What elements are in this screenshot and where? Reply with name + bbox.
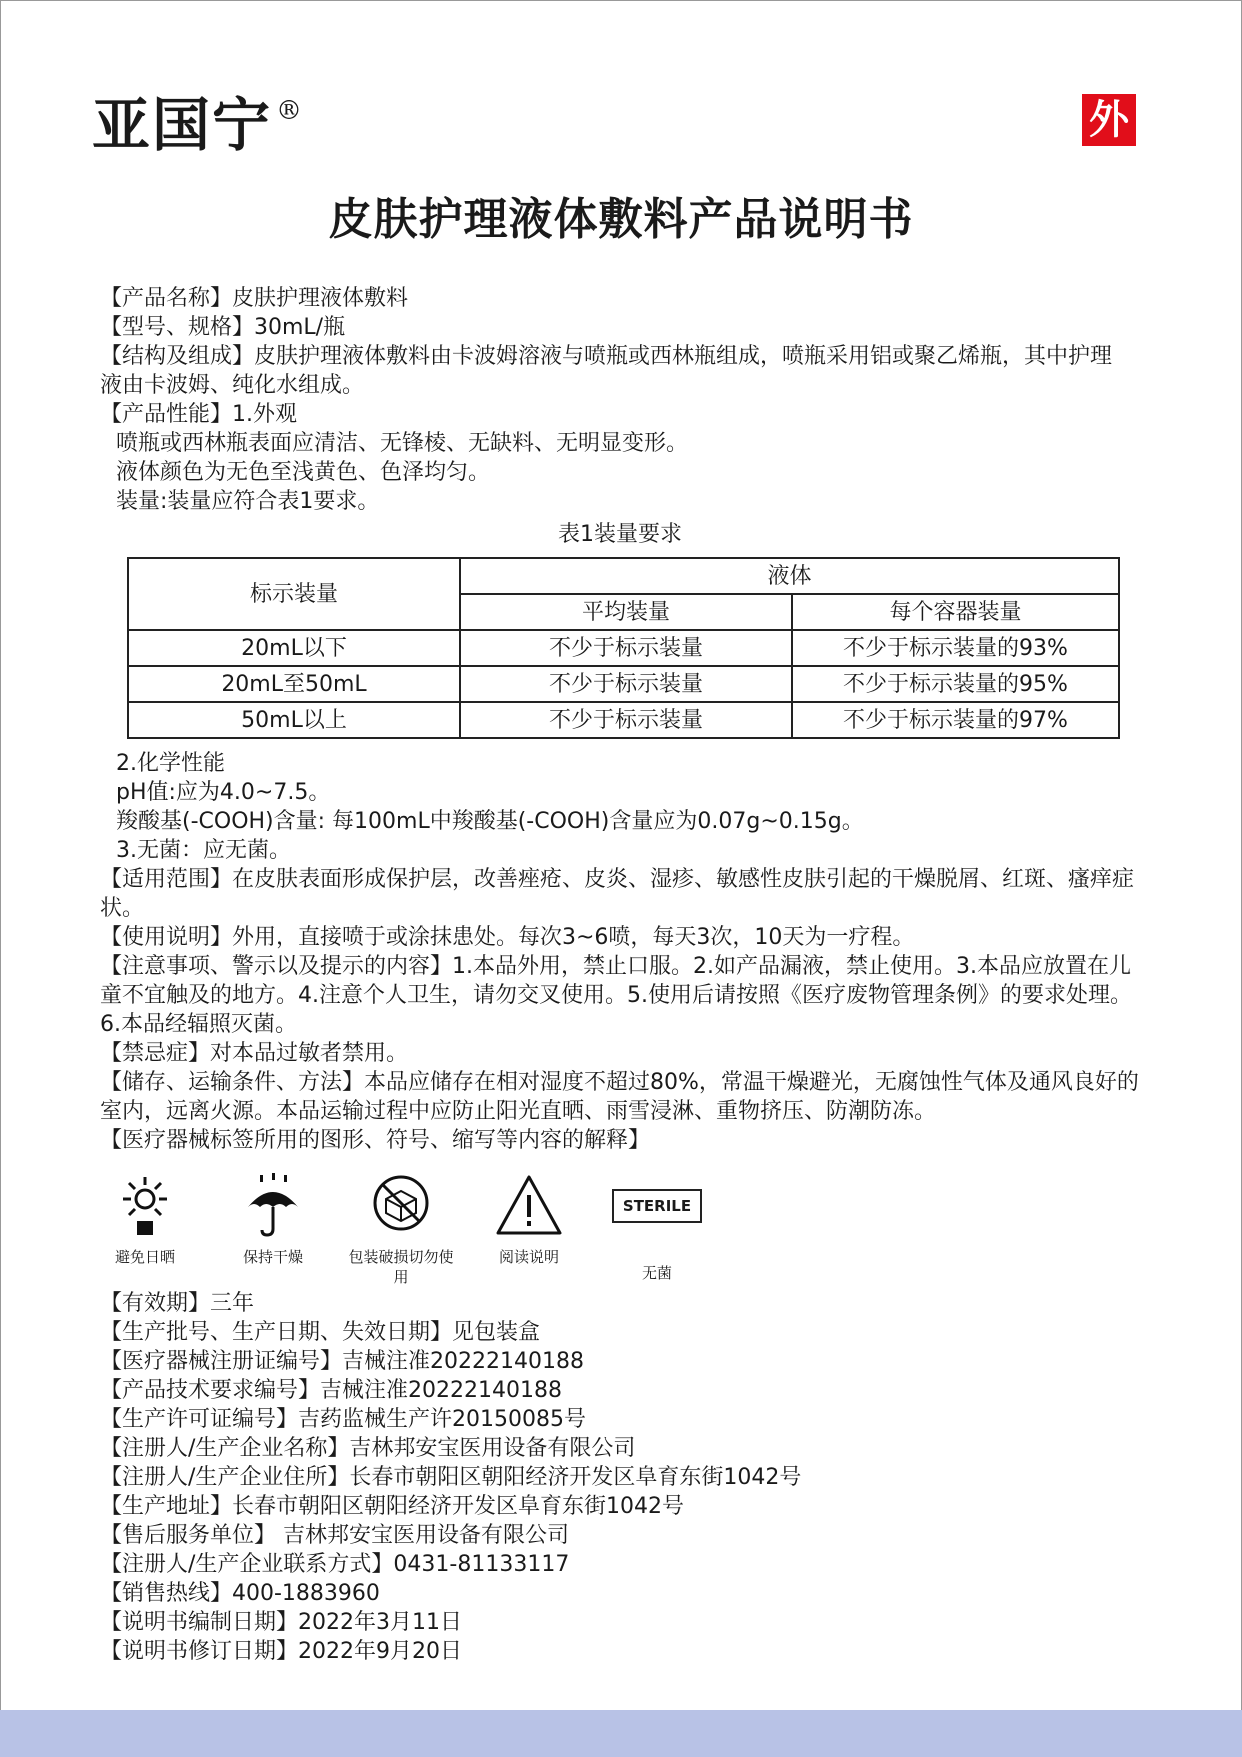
- symbols-heading: 【医疗器械标签所用的图形、符号、缩写等内容的解释】: [100, 1128, 651, 1153]
- batch-info: 【生产批号、生产日期、失效日期】见包装盒: [100, 1320, 541, 1345]
- compiled-date: 【说明书编制日期】2022年3月11日: [100, 1610, 462, 1635]
- damaged-package-icon: [366, 1173, 436, 1239]
- registered-mark: ®: [276, 96, 305, 126]
- validity: 【有效期】三年: [100, 1291, 255, 1316]
- performance-heading: 【产品性能】1.外观: [100, 402, 297, 427]
- table-row: [128, 702, 1119, 738]
- symbol-caption: 保持干燥: [242, 1248, 303, 1266]
- header-average-fill: 平均装量: [460, 594, 792, 630]
- registration-cert: 【医疗器械注册证编号】吉械注准20222140188: [100, 1349, 584, 1374]
- footer-bar: [0, 1710, 1242, 1757]
- row-each: 不少于标示装量的97%: [792, 702, 1119, 738]
- table-row: [128, 666, 1119, 702]
- row-average: 不少于标示装量: [460, 702, 792, 738]
- document-body: [100, 284, 1140, 1666]
- header-liquid: 液体: [460, 558, 1119, 594]
- row-each: 不少于标示装量的93%: [792, 630, 1119, 666]
- sterility-requirement: 3.无菌：应无菌。: [116, 838, 291, 863]
- contact-phone: 【注册人/生产企业联系方式】0431-81133117: [100, 1552, 570, 1577]
- structure-text: 【结构及组成】皮肤护理液体敷料由卡波姆溶液与喷瓶或西林瓶组成，喷瓶采用铝或聚乙烯瓶，其中护理液由卡波姆、纯化水组成。: [100, 344, 1113, 398]
- symbol-caption: 阅读说明: [498, 1248, 559, 1266]
- after-sales-service: 【售后服务单位】 吉林邦安宝医用设备有限公司: [100, 1523, 569, 1548]
- production-address: 【生产地址】长春市朝阳区朝阳经济开发区阜育东街1042号: [100, 1494, 684, 1519]
- performance-line-3: 装量:装量应符合表1要求。: [116, 489, 380, 514]
- model-spec: 【型号、规格】30mL/瓶: [100, 315, 346, 340]
- page-title: 皮肤护理液体敷料产品说明书: [328, 194, 914, 245]
- symbol-caption: 无菌: [641, 1264, 672, 1282]
- warning-triangle-icon: [494, 1173, 564, 1239]
- header-per-container: 每个容器装量: [792, 594, 1119, 630]
- warnings-text: 【注意事项、警示以及提示的内容】1.本品外用，禁止口服。2.如产品漏液，禁止使用。3.本品应放置在儿童不宜触及的地方。4.注意个人卫生，请勿交叉使用。5.使用后请按照《医疗废物管理条例》的要求处理。6.本品经辐照灭菌。: [100, 954, 1132, 1037]
- row-average: 不少于标示装量: [460, 666, 792, 702]
- table-row: [128, 630, 1119, 666]
- row-label: 50mL以上: [128, 702, 460, 738]
- company-address: 【注册人/生产企业住所】长春市朝阳区朝阳经济开发区阜育东街1042号: [100, 1465, 802, 1490]
- sterile-label: STERILE: [612, 1189, 702, 1223]
- company-name: 【注册人/生产企业名称】吉林邦安宝医用设备有限公司: [100, 1436, 636, 1461]
- performance-line-2: 液体颜色为无色至浅黄色、色泽均匀。: [116, 460, 491, 485]
- umbrella-dry-icon: [238, 1173, 308, 1239]
- external-use-badge: 外: [1082, 94, 1136, 146]
- production-license: 【生产许可证编号】吉药监械生产许20150085号: [100, 1407, 586, 1432]
- row-average: 不少于标示装量: [460, 630, 792, 666]
- label-symbols: [100, 1173, 1140, 1285]
- symbol-sterile: [602, 1173, 712, 1283]
- row-label: 20mL至50mL: [128, 666, 460, 702]
- sun-avoid-icon: [110, 1173, 180, 1239]
- row-each: 不少于标示装量的95%: [792, 666, 1119, 702]
- symbol-avoid-sun: [90, 1173, 200, 1267]
- brand-name: 亚国宁: [92, 91, 273, 159]
- fill-requirement-table: [127, 557, 1120, 739]
- ph-requirement: pH值:应为4.0~7.5。: [116, 780, 331, 805]
- row-label: 20mL以下: [128, 630, 460, 666]
- header-labeled-amount: 标示装量: [128, 558, 460, 630]
- tech-requirement: 【产品技术要求编号】吉械注准20222140188: [100, 1378, 562, 1403]
- symbol-damaged-package: [346, 1173, 456, 1287]
- table-caption: 表1装量要求: [558, 522, 682, 547]
- scope-text: 【适用范围】在皮肤表面形成保护层，改善痤疮、皮炎、湿疹、敏感性皮肤引起的干燥脱屑、红斑、瘙痒症状。: [100, 867, 1135, 921]
- brand-logo: [92, 78, 304, 162]
- chemical-heading: 2.化学性能: [116, 751, 225, 776]
- table-header-row: [128, 558, 1119, 594]
- performance-line-1: 喷瓶或西林瓶表面应清洁、无锋棱、无缺料、无明显变形。: [116, 431, 689, 456]
- symbol-caption: 包装破损切勿使用: [348, 1248, 454, 1286]
- revised-date: 【说明书修订日期】2022年9月20日: [100, 1639, 462, 1664]
- contraindications-text: 【禁忌症】对本品过敏者禁用。: [100, 1041, 409, 1066]
- product-name: 【产品名称】皮肤护理液体敷料: [100, 286, 409, 311]
- symbol-read-instructions: [474, 1173, 584, 1267]
- usage-text: 【使用说明】外用，直接喷于或涂抹患处。每次3~6喷，每天3次，10天为一疗程。: [100, 925, 915, 950]
- carboxyl-requirement: 羧酸基(-COOH)含量: 每100mL中羧酸基(-COOH)含量应为0.07g~0.15g。: [116, 809, 864, 834]
- storage-text: 【储存、运输条件、方法】本品应储存在相对湿度不超过80%，常温干燥避光，无腐蚀性气体及通风良好的室内，远离火源。本品运输过程中应防止阳光直晒、雨雪浸淋、重物挤压、防潮防冻。: [100, 1070, 1139, 1124]
- symbol-keep-dry: [218, 1173, 328, 1267]
- sales-hotline: 【销售热线】400-1883960: [100, 1581, 380, 1606]
- symbol-caption: 避免日晒: [114, 1248, 175, 1266]
